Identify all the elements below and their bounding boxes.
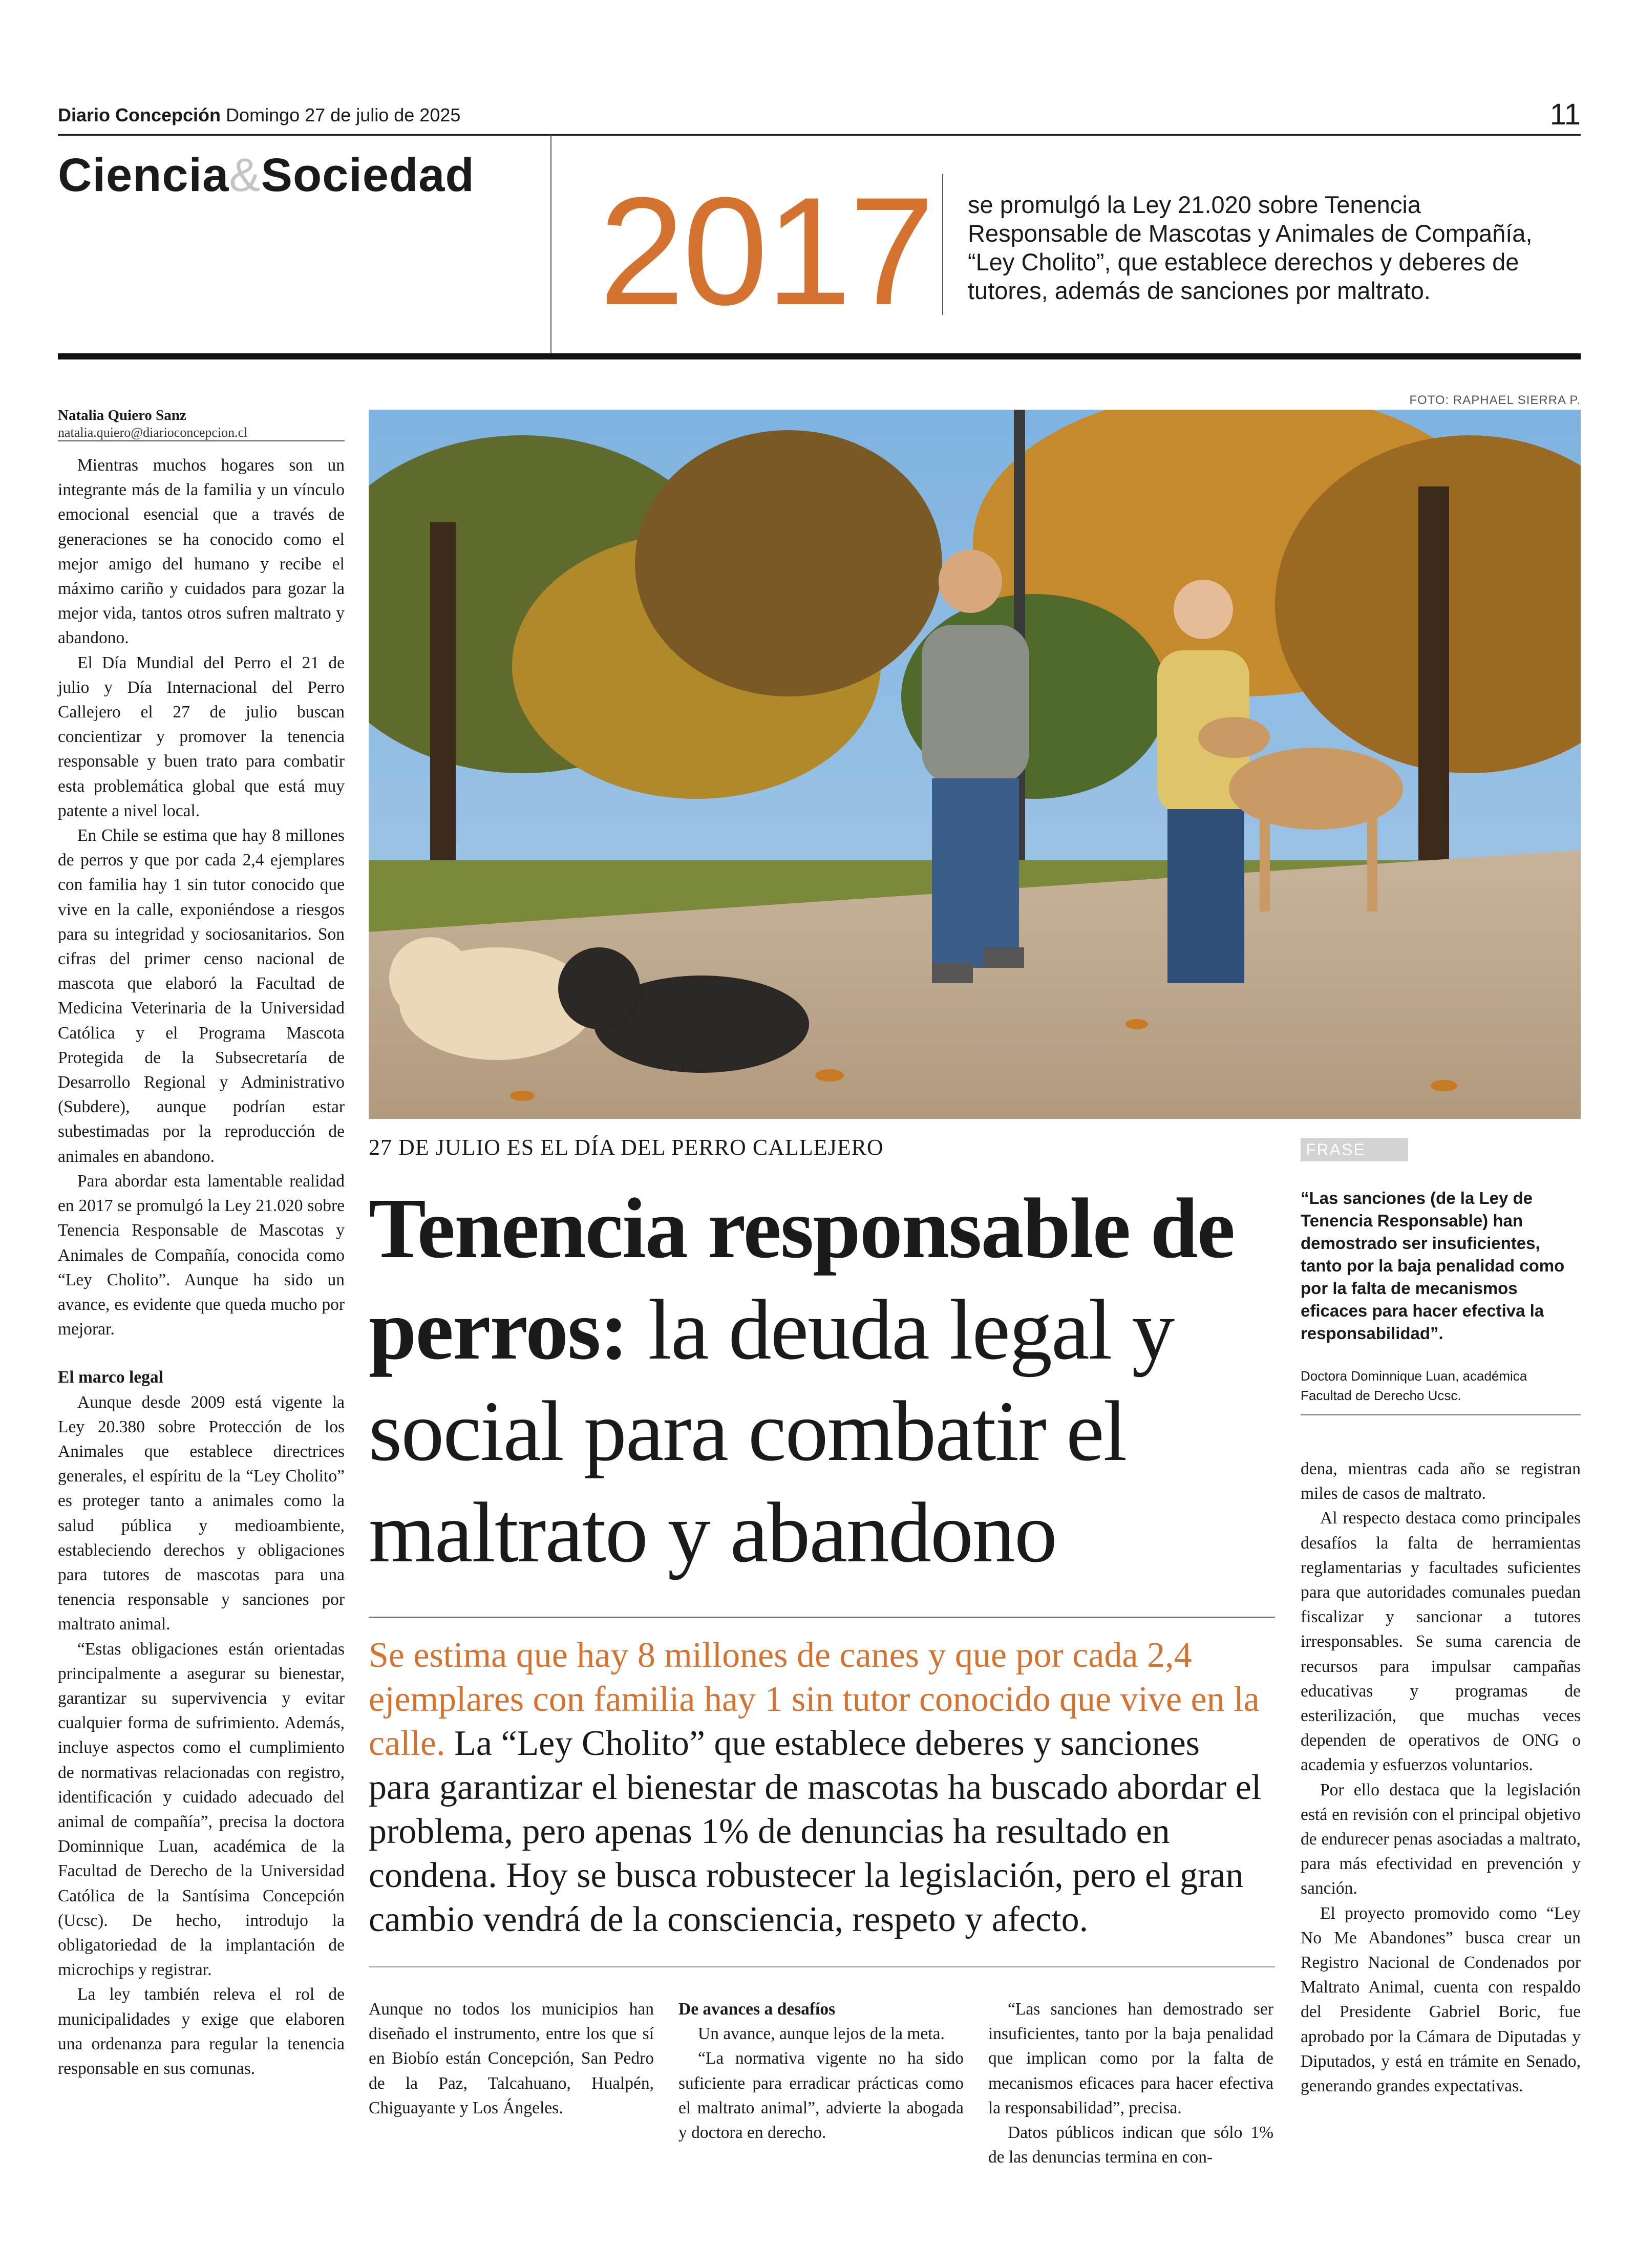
headline-regular: la deuda legal y social para combatir el maltrato y abandono bbox=[369, 1282, 1174, 1580]
quote-rule bbox=[1301, 1414, 1581, 1415]
section-title: Ciencia&Sociedad bbox=[58, 149, 475, 201]
pull-quote: “Las sanciones (de la Ley de Tenencia Responsable) han demostrado ser insuficientes, tanto por la baja penalidad como por la falta de mecanismos eficaces para hacer efectiva la responsabilidad”. bbox=[1301, 1189, 1565, 1343]
issue-date: Domingo 27 de julio de 2025 bbox=[226, 104, 461, 125]
paragraph: El proyecto promovido como “Ley No Me Abandones” busca crear un Registro Nacional de Condenados por Maltrato Animal, cuenta con respaldo del Presidente Gabriel Boric, fue aprobado por la Cámara de Diputadas y Diputados, y está en trámite en Senado, generando grandes expectativas. bbox=[1301, 1903, 1581, 2096]
paragraph: “Estas obligaciones están orientadas principalmente a asegurar su bienestar, garantizar su supervivencia y evitar cualquier forma de sufrimiento. Además, incluye aspectos como el cumplimiento de normativas relacionadas con registro, identificación y cuidado adecuado del animal de compañía”, precisa la doctora Dominnique Luan, académica de la Facultad de Derecho de la Universidad Católica de la Santísima Concepción (Ucsc). De hecho, introdujo la obligatoriedad de la implantación de microchips y registrar. bbox=[58, 1639, 345, 1980]
author-email: natalia.quiero@diarioconcepcion.cl bbox=[58, 425, 248, 440]
article-dek bbox=[369, 1634, 1270, 1942]
byline-rule bbox=[58, 440, 345, 441]
article-photo bbox=[369, 410, 1581, 1119]
dek-highlight: Se estima que hay 8 millones de canes y que por cada 2,4 ejemplares con familia hay 1 sin tutor conocido que vive en la calle. bbox=[369, 1636, 1260, 1763]
paper-name: Diario Concepción bbox=[58, 104, 221, 125]
body-rule bbox=[369, 1966, 1275, 1967]
photo-credit: FOTO: RAPHAEL SIERRA P. bbox=[1409, 393, 1581, 407]
highlight-text: se promulgó la Ley 21.020 sobre Tenencia Responsable de Mascotas y Animales de Compañía, “Ley Cholito”, que establece derechos y deberes de tutores, además de sanciones por maltrato. bbox=[968, 191, 1533, 304]
page-number: 11 bbox=[1549, 98, 1581, 131]
header-rule bbox=[58, 134, 1581, 136]
paragraph: En Chile se estima que hay 8 millones de perros y que por cada 2,4 ejemplares con familia hay 1 sin tutor conocido que vive en la calle, exponiéndose a riesgos para su integridad y sociosanitarios. Son cifras del primer censo nacional de mascota que elaboró la Facultad de Medicina Veterinaria de la Universidad Católica y el Programa Mascota Protegida de la Subsecretaría de Desarrollo Regional y Administrativo (Subdere), aunque podrían estar subestimadas por la reproducción de animales en abandono. bbox=[58, 826, 345, 1166]
dek-body: La “Ley Cholito” que establece deberes y sanciones para garantizar el bienestar de mascotas ha buscado abordar el problema, pero apenas 1% de denuncias ha resultado en condena. Hoy se busca robustecer la legislación, pero el gran cambio vendrá de la consciencia, respeto y afecto. bbox=[369, 1724, 1262, 1939]
article-column-1 bbox=[58, 453, 345, 2081]
paragraph: “La normativa vigente no ha sido suficiente para erradicar prácticas como el maltrato animal”, advierte la abogada y doctora en derecho. bbox=[678, 2049, 964, 2143]
subheading: El marco legal bbox=[58, 1368, 163, 1387]
highlight-year: 2017 bbox=[599, 165, 933, 337]
paragraph: “Las sanciones han demostrado ser insuficientes, tanto por la baja penalidad que implican como por la falta de mecanismos eficaces para hacer efectiva la responsabilidad”, precisa. bbox=[988, 2000, 1273, 2117]
paragraph: Al respecto destaca como principales desafíos la falta de herramientas reglamentarias y facultades suficientes para que autoridades comunales puedan fiscalizar y sancionar a tutores irresponsables. Se suma carencia de recursos para impulsar campañas educativas y programas de esterilización, que muchas veces dependen de operativos de ONG o academia y esfuerzos voluntarios. bbox=[1301, 1509, 1581, 1775]
quote-tag: FRASE bbox=[1301, 1138, 1408, 1161]
article-column-5 bbox=[1301, 1457, 1581, 2099]
author-name: Natalia Quiero Sanz bbox=[58, 407, 186, 423]
paragraph: Mientras muchos hogares son un integrante más de la familia y un vínculo emocional esencial que a través de generaciones se ha conocido como el mejor amigo del humano y recibe el máximo cariño y cuidados para gozar la mejor vida, tantos otros sufren maltrato y abandono. bbox=[58, 456, 345, 648]
dek-rule bbox=[369, 1617, 1275, 1618]
paragraph: Aunque desde 2009 está vigente la Ley 20.380 sobre Protección de los Animales que establece directrices generales, el espíritu de la “Ley Cholito” es proteger tanto a animales como la salud pública y medioambiente, estableciendo derechos y obligaciones para tutores de mascotas para una tenencia responsable y sanciones por maltrato animal. bbox=[58, 1392, 345, 1634]
paragraph: La ley también releva el rol de municipalidades y exige que elaboren una ordenanza para regular la tenencia responsable en sus comunas. bbox=[58, 1985, 345, 2078]
article-column-4 bbox=[988, 1997, 1273, 2170]
paragraph: El Día Mundial del Perro el 21 de julio y Día Internacional del Perro Callejero el 27 de julio buscan concientizar y promover la tenencia responsable y buen trato para combatir esta problemática global que está muy patente a nivel local. bbox=[58, 653, 345, 820]
byline bbox=[58, 407, 345, 440]
article-kicker: 27 DE JULIO ES EL DÍA DEL PERRO CALLEJERO bbox=[369, 1135, 884, 1160]
paragraph: Para abordar esta lamentable realidad en 2017 se promulgó la Ley 21.020 sobre Tenencia Responsable de Mascotas y Animales de Compañía, conocida como “Ley Cholito”. Aunque ha sido un avance, es evidente que queda mucho por mejorar. bbox=[58, 1171, 345, 1339]
masthead-line bbox=[58, 104, 460, 126]
year-divider bbox=[942, 174, 943, 315]
park-dogs-illustration bbox=[369, 410, 1581, 1119]
header-thick-rule bbox=[58, 353, 1581, 359]
paragraph: Aunque no todos los municipios han diseñado el instrumento, entre los que sí en Biobío están Concepción, San Pedro de la Paz, Talcahuano, Hualpén, Chiguayante y Los Ángeles. bbox=[369, 2000, 654, 2117]
paragraph: Por ello destaca que la legislación está en revisión con el principal objetivo de endurecer penas asociadas a maltrato, para más efectividad en prevención y sanción. bbox=[1301, 1780, 1581, 1898]
article-column-2 bbox=[369, 1997, 654, 2121]
paragraph: dena, mientras cada año se registran miles de casos de maltrato. bbox=[1301, 1459, 1581, 1503]
headline-bold: Tenencia responsable de perros: bbox=[369, 1181, 1235, 1377]
subheading: De avances a desafíos bbox=[678, 2000, 836, 2019]
quote-source: Doctora Dominnique Luan, académica Facultad de Derecho Ucsc. bbox=[1301, 1368, 1527, 1403]
article-column-3 bbox=[678, 1997, 964, 2145]
paragraph: Datos públicos indican que sólo 1% de las denuncias termina en con- bbox=[988, 2123, 1273, 2167]
paragraph: Un avance, aunque lejos de la meta. bbox=[698, 2024, 945, 2044]
article-headline bbox=[369, 1178, 1290, 1583]
header-divider bbox=[550, 135, 551, 353]
